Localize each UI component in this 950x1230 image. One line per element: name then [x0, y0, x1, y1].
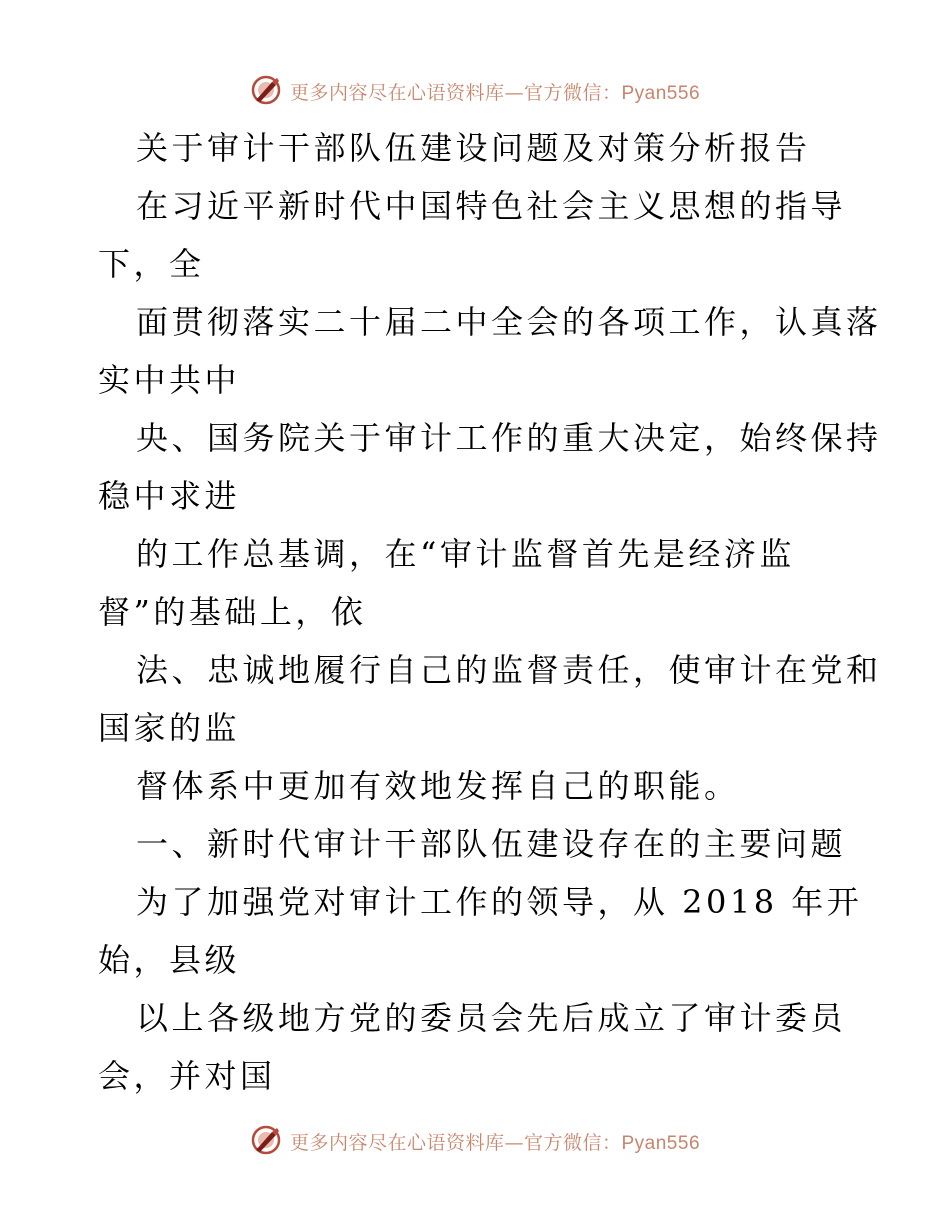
text-line: 面贯彻落实二十届二中全会的各项工作，认真落 — [136, 303, 882, 341]
text-line: 下，全 — [98, 245, 205, 283]
watermark-banner-top — [0, 72, 950, 108]
text-line: 在习近平新时代中国特色社会主义思想的指导 — [136, 187, 847, 225]
watermark-text — [290, 78, 700, 105]
text-line: 督”的基础上，依 — [98, 593, 367, 631]
watermark-label: 更多内容尽在心语资料库—官方微信： — [289, 1131, 622, 1154]
text-line: 实中共中 — [98, 361, 241, 399]
text-line: 法、忠诚地履行自己的监督责任，使审计在党和 — [136, 651, 882, 689]
document-title: 关于审计干部队伍建设问题及对策分析报告 — [136, 129, 811, 167]
text-line: 会，并对国 — [98, 1057, 276, 1095]
watermark-banner-bottom — [0, 1122, 950, 1158]
watermark-text — [290, 1128, 700, 1155]
text-line: 为了加强党对审计工作的领导，从 2018 年开 — [136, 883, 863, 921]
text-line: 督体系中更加有效地发挥自己的职能。 — [136, 767, 740, 805]
text-line: 的工作总基调，在“审计监督首先是经济监 — [136, 535, 795, 573]
watermark-wechat-id: Pyan556 — [621, 1132, 701, 1154]
text-line: 始，县级 — [98, 941, 241, 979]
section-heading: 一、新时代审计干部队伍建设存在的主要问题 — [136, 825, 847, 863]
pen-logo-icon — [250, 74, 282, 106]
text-line: 稳中求进 — [98, 477, 241, 515]
text-line: 以上各级地方党的委员会先后成立了审计委员 — [136, 999, 847, 1037]
text-line: 国家的监 — [98, 709, 241, 747]
document-body — [98, 126, 882, 1112]
watermark-label: 更多内容尽在心语资料库—官方微信： — [289, 81, 622, 104]
text-line: 央、国务院关于审计工作的重大决定，始终保持 — [136, 419, 882, 457]
pen-logo-icon — [250, 1124, 282, 1156]
watermark-wechat-id: Pyan556 — [621, 82, 701, 104]
